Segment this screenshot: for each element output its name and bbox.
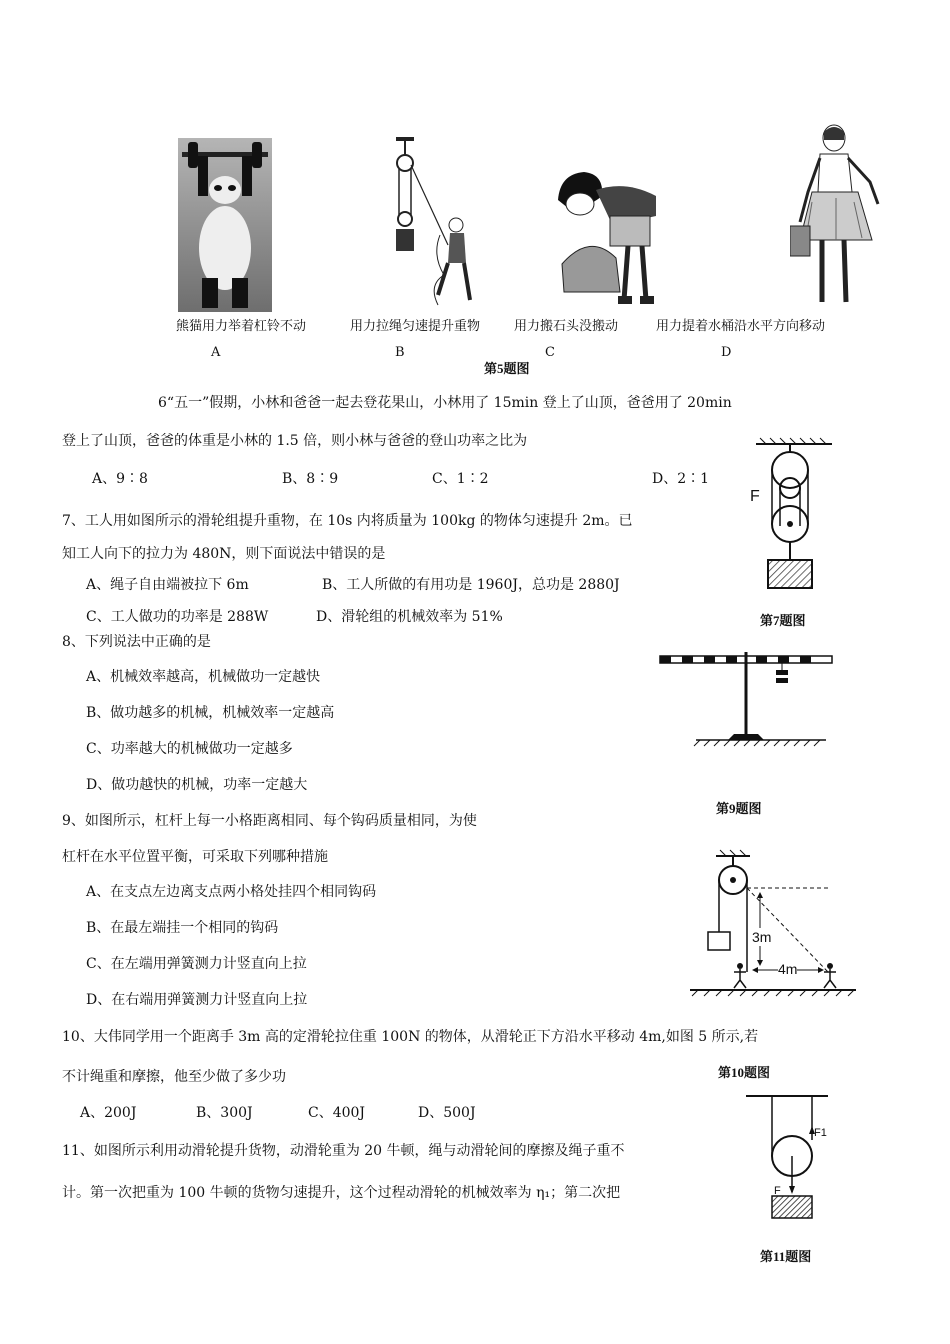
q9-option-b: B、在最左端挂一个相同的钩码	[86, 920, 279, 936]
q5-image-a-panda	[178, 138, 272, 312]
q10-line-1: 10、大伟同学用一个距离手 3m 高的定滑轮拉住重 100N 的物体，从滑轮正下方沿水平移动 4m,如图 5 所示,若	[62, 1029, 759, 1045]
q8-option-a: A、机械效率越高，机械做功一定越快	[86, 669, 321, 685]
q11-line-2: 计。第一次把重为 100 牛顿的货物匀速提升，这个过程动滑轮的机械效率为 η₁；第二次把	[62, 1185, 621, 1201]
q5-image-c-girl-stone	[550, 160, 662, 310]
q7-figure-label: 第7题图	[760, 613, 806, 628]
q7-line-1: 7、工人用如图所示的滑轮组提升重物，在 10s 内将质量为 100kg 的物体匀速提升 2m。已	[62, 513, 633, 529]
q5-caption-a: 熊猫用力举着杠铃不动	[176, 319, 307, 334]
q7-force-label: F	[750, 488, 760, 505]
q9-figure-label: 第9题图	[716, 801, 762, 816]
q8-line-1: 8、下列说法中正确的是	[62, 634, 211, 650]
q9-lever-figure	[656, 650, 836, 750]
q7-option-d: D、滑轮组的机械效率为 51%	[316, 609, 503, 625]
q9-option-c: C、在左端用弹簧测力计竖直向上拉	[86, 956, 307, 972]
q7-option-a: A、绳子自由端被拉下 6m	[86, 577, 249, 593]
q10-distance-label: 4m	[778, 961, 798, 977]
q10-line-2: 不计绳重和摩擦，他至少做了多少功	[62, 1069, 286, 1085]
q7-option-c: C、工人做功的功率是 288W	[86, 609, 269, 625]
q10-height-label: 3m	[752, 929, 772, 945]
q5-letter-d: D	[721, 345, 732, 360]
q6-line-2: 登上了山顶，爸爸的体重是小林的 1.5 倍，则小林与爸爸的登山功率之比为	[62, 433, 528, 449]
q7-line-2: 知工人向下的拉力为 480N，则下面说法中错误的是	[62, 546, 386, 562]
q10-option-d: D、500J	[418, 1105, 476, 1121]
q5-caption-d: 用力提着水桶沿水平方向移动	[656, 319, 826, 334]
q6-option-c: C、1∶2	[432, 471, 489, 487]
q11-figure-label: 第11题图	[760, 1249, 812, 1264]
q11-force-f1-label: F1	[814, 1127, 827, 1139]
q6-option-d: D、2∶1	[652, 471, 710, 487]
q10-option-c: C、400J	[308, 1105, 366, 1121]
q9-option-a: A、在支点左边离支点两小格处挂四个相同钩码	[86, 884, 377, 900]
q7-pulley-figure	[748, 436, 838, 596]
q5-caption-b: 用力拉绳匀速提升重物	[350, 319, 481, 334]
q8-option-c: C、功率越大的机械做功一定越多	[86, 741, 293, 757]
q5-figure-label: 第5题图	[484, 361, 530, 376]
q11-line-1: 11、如图所示利用动滑轮提升货物，动滑轮重为 20 牛顿，绳与动滑轮间的摩擦及绳子重不	[62, 1143, 625, 1159]
q10-option-a: A、200J	[80, 1105, 137, 1121]
q5-letter-b: B	[395, 345, 405, 360]
q11-movable-pulley-figure	[742, 1090, 842, 1224]
q9-line-1: 9、如图所示，杠杆上每一小格距离相同、每个钩码质量相同，为使	[62, 813, 477, 829]
q9-option-d: D、在右端用弹簧测力计竖直向上拉	[86, 992, 308, 1008]
q5-letter-c: C	[545, 345, 555, 360]
q5-image-d-woman-bucket	[790, 122, 882, 312]
q6-option-b: B、8∶9	[282, 471, 339, 487]
q5-letter-a: A	[211, 345, 221, 360]
q6-option-a: A、9∶8	[92, 471, 148, 487]
q7-option-b: B、工人所做的有用功是 1960J，总功是 2880J	[322, 577, 620, 593]
q8-option-d: D、做功越快的机械，功率一定越大	[86, 777, 308, 793]
q5-caption-c: 用力搬石头没搬动	[514, 319, 619, 334]
q10-option-b: B、300J	[196, 1105, 253, 1121]
q11-force-f-label: F	[774, 1185, 781, 1197]
q9-line-2: 杠杆在水平位置平衡，可采取下列哪种措施	[62, 849, 328, 865]
q8-option-b: B、做功越多的机械，机械效率一定越高	[86, 705, 335, 721]
q6-line-1: 6“五一”假期，小林和爸爸一起去登花果山，小林用了 15min 登上了山顶，爸爸用了 20min	[158, 395, 732, 411]
q5-image-b-pulley-worker	[388, 135, 480, 315]
q10-pulley-figure	[688, 848, 858, 998]
q10-figure-label: 第10题图	[718, 1065, 771, 1080]
